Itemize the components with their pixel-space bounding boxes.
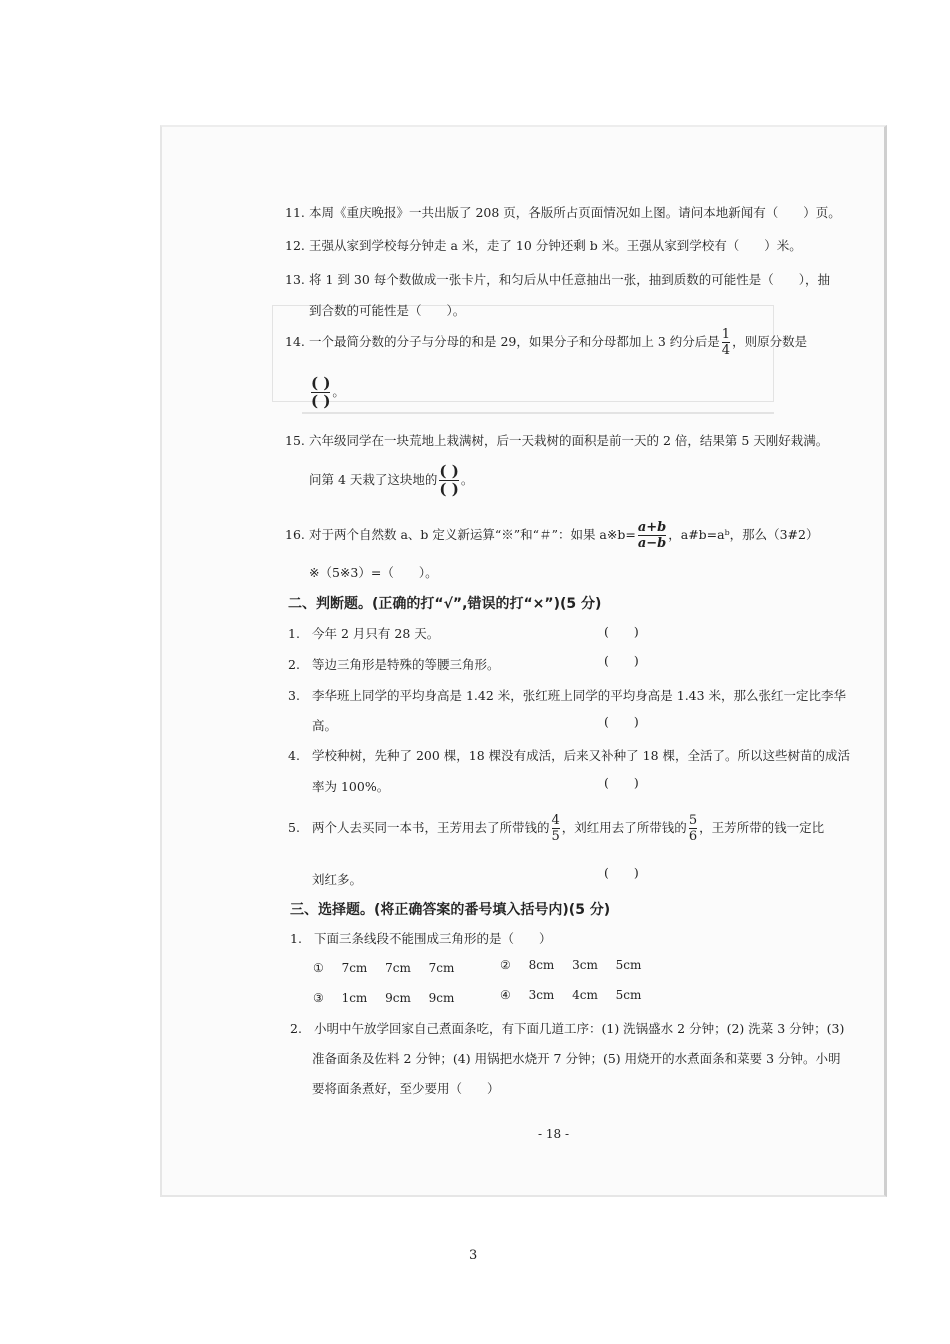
choice-option-3[interactable]: ③ 1cm 9cm 9cm: [313, 991, 455, 1005]
fraction-five-sixths: $\frac{5}{6}$: [688, 813, 698, 844]
scan-page-footer: - 18 -: [538, 1127, 570, 1141]
blank-fraction: $\frac{( )}{( )}$: [311, 374, 331, 410]
judge-item-4: 4. 学校种树，先种了 200 棵，18 棵没有成活，后来又补种了 18 棵，全活了。所以这些树苗的成活: [288, 748, 851, 763]
question-13-cont: 到合数的可能性是（ ）。: [309, 303, 466, 318]
question-14: 14. 一个最简分数的分子与分母的和是 29，如果分子和分母都加上 3 约分后是 $\frac{1}{4}$ ，则原分数是: [285, 327, 808, 358]
judge-item-4-cont: 率为 100%。: [312, 779, 390, 794]
question-16: 16. 对于两个自然数 a、b 定义新运算“※”和“＃”：如果 a※b= $\frac{a+b}{a-b}$ ，a#b=aᵇ，那么（3#2）: [285, 520, 819, 551]
judge-answer-paren[interactable]: ( ): [604, 653, 639, 668]
judge-answer-paren[interactable]: ( ): [604, 624, 639, 639]
question-15-cont: 问第 4 天栽了这块地的 $\frac{( )}{( )}$ 。: [309, 462, 474, 498]
judge-answer-paren[interactable]: ( ): [604, 865, 639, 880]
choice-question-2: 2. 小明中午放学回家自己煮面条吃，有下面几道工序：(1) 洗锅盛水 2 分钟；(2) 洗菜 3 分钟；(3): [290, 1021, 845, 1036]
bleed-through-rule: [302, 412, 774, 414]
choice-option-4[interactable]: ④ 3cm 4cm 5cm: [500, 988, 642, 1002]
fraction-one-quarter: $\frac{1}{4}$: [721, 327, 731, 358]
judge-item-1: 1. 今年 2 月只有 28 天。: [288, 626, 440, 641]
question-11: 11. 本周《重庆晚报》一共出版了 208 页，各版所占页面情况如上图。请问本地新闻有（ ）页。: [285, 205, 841, 220]
choice-question-2-cont: 准备面条及佐料 2 分钟；(4) 用锅把水烧开 7 分钟；(5) 用烧开的水煮面条和菜要 3 分钟。小明: [312, 1051, 841, 1066]
question-16-cont: ※（5※3）=（ ）。: [309, 565, 438, 580]
choice-option-2[interactable]: ② 8cm 3cm 5cm: [500, 958, 642, 972]
judge-item-2: 2. 等边三角形是特殊的等腰三角形。: [288, 657, 500, 672]
section-judge-heading: 二、判断题。(正确的打“√”,错误的打“×”)(5 分): [288, 596, 602, 612]
section-choice-heading: 三、选择题。(将正确答案的番号填入括号内)(5 分): [290, 902, 611, 918]
question-14-blank: $\frac{( )}{( )}$ 。: [311, 374, 345, 410]
fraction-four-fifths: $\frac{4}{5}$: [551, 813, 560, 844]
choice-question-2-cont: 要将面条煮好，至少要用（ ）: [312, 1081, 500, 1096]
judge-item-3: 3. 李华班上同学的平均身高是 1.42 米，张红班上同学的平均身高是 1.43 米，那么张红一定比李华: [288, 688, 847, 703]
choice-option-1[interactable]: ① 7cm 7cm 7cm: [313, 961, 455, 975]
judge-item-5: 5. 两个人去买同一本书，王芳用去了所带钱的 $\frac{4}{5}$ ，刘红用去了所带钱的 $\frac{5}{6}$ ，王芳所带的钱一定比: [288, 813, 825, 844]
choice-question-1: 1. 下面三条线段不能围成三角形的是（ ）: [290, 931, 552, 946]
judge-answer-paren[interactable]: ( ): [604, 714, 639, 729]
page-number: 3: [469, 1248, 478, 1263]
question-12: 12. 王强从家到学校每分钟走 a 米，走了 10 分钟还剩 b 米。王强从家到学校有（ ）米。: [285, 238, 802, 253]
question-13: 13. 将 1 到 30 每个数做成一张卡片，和匀后从中任意抽出一张，抽到质数的可能性是（ ），抽: [285, 272, 831, 287]
judge-answer-paren[interactable]: ( ): [604, 775, 639, 790]
judge-item-5-cont: 刘红多。: [312, 872, 363, 887]
fraction-a-plus-b-over-a-minus-b: $\frac{a+b}{a-b}$: [637, 520, 667, 551]
judge-item-3-cont: 高。: [312, 718, 338, 733]
question-15: 15. 六年级同学在一块荒地上栽满树，后一天栽树的面积是前一天的 2 倍，结果第 5 天刚好栽满。: [285, 433, 829, 448]
blank-fraction: $\frac{( )}{( )}$: [439, 462, 459, 498]
